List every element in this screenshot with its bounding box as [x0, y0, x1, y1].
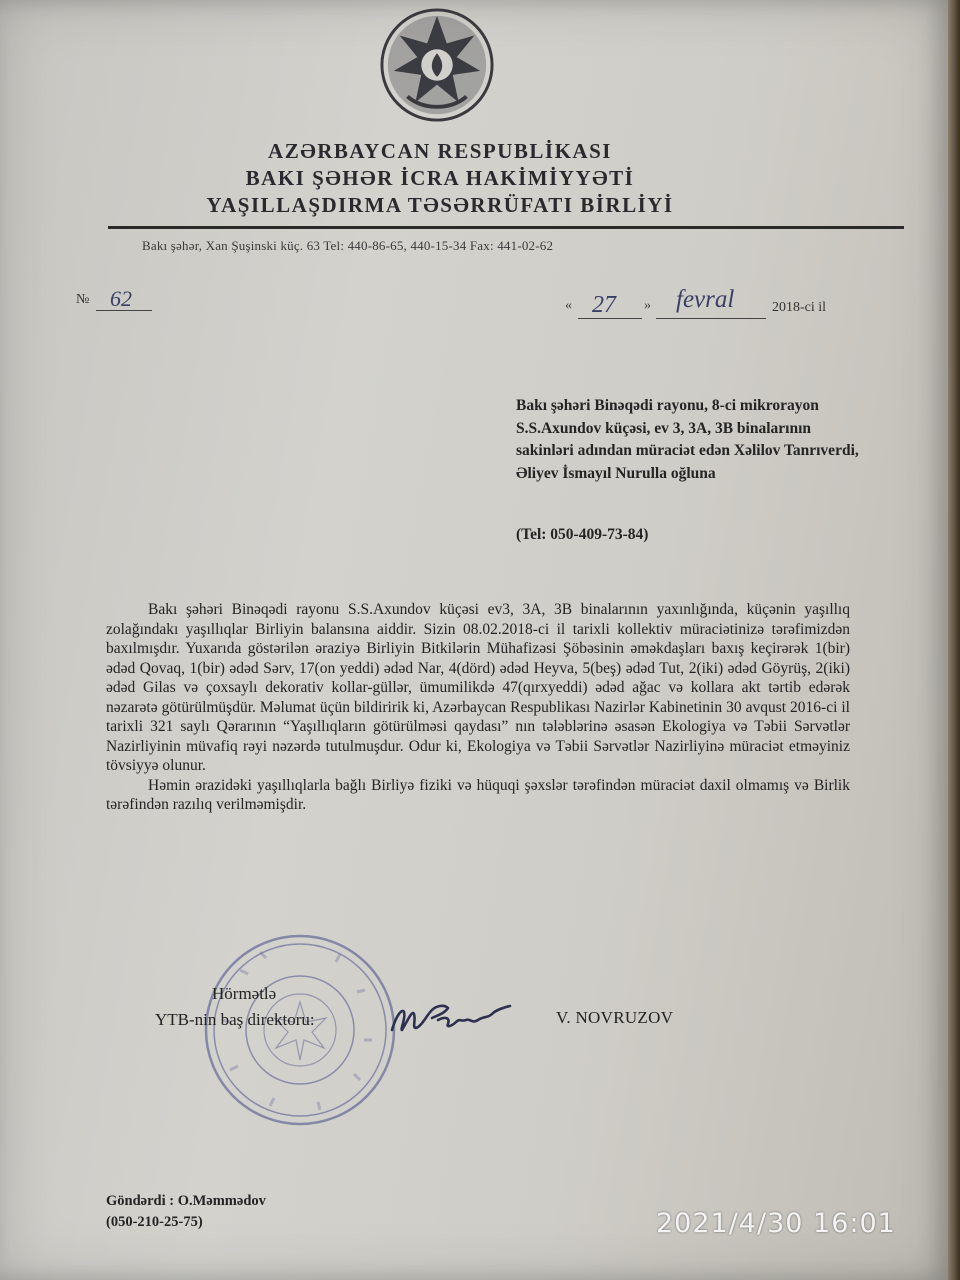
- sender-block: [106, 1191, 266, 1233]
- reference-number: 62: [110, 286, 132, 311]
- date-month-line: [656, 318, 766, 319]
- signatory-title: YTB-nin baş direktoru:: [155, 1010, 315, 1029]
- official-stamp-icon: [200, 930, 400, 1130]
- paper-edge-shadow: [948, 0, 960, 1280]
- handwritten-signature-icon: [386, 996, 516, 1042]
- state-emblem-icon: [378, 6, 496, 124]
- date-month: fevral: [676, 286, 735, 313]
- letterhead-organization: [200, 138, 680, 219]
- recipient-phone: (Tel: 050-409-73-84): [516, 526, 649, 543]
- signatory-name: V. NOVRUZOV: [556, 1008, 674, 1027]
- camera-timestamp: 2021/4/30 16:01: [656, 1208, 896, 1239]
- date-quote-close: »: [644, 298, 651, 313]
- date-quote-open: «: [565, 298, 572, 313]
- letter-body: [106, 600, 850, 815]
- letterhead-line-1: AZƏRBAYCAN RESPUBLİKASI: [268, 139, 612, 163]
- letterhead-line-3: YAŞILLAŞDIRMA TƏSƏRRÜFATI BİRLİYİ: [206, 193, 674, 217]
- letterhead-line-2: BAKI ŞƏHƏR İCRA HAKİMİYYƏTİ: [245, 166, 635, 190]
- sender-name: Göndərdi : O.Məmmədov: [106, 1193, 266, 1209]
- body-paragraph-2: Həmin ərazidəki yaşıllıqlarla bağlı Birliyə fiziki və hüquqi şəxslər tərəfindən müraciət daxil olmamış və Birlik tərəfindən razılıq verilməmişdir.: [106, 776, 850, 813]
- closing-regards: Hörmətlə: [212, 984, 277, 1003]
- body-paragraph-1: Bakı şəhəri Binəqədi rayonu S.S.Axundov küçəsi ev3, 3A, 3B binalarının yaxınlığında, küçənin yaşıllıq zolağındakı yaşıllıqlar Birliyin balansına aiddir. Sizin 08.02.2018-ci il tarixli kollektiv müraciətinizə tərəfimizdən baxılmışdır. Yuxarıda göstərilən əraziyə Birliyin Bitkilərin Mühafizəsi Şöbəsinin əməkdaşları baxış keçirərək 1(bir) ədəd Qovaq, 1(bir) ədəd Sərv, 17(on yeddi) ədəd Nar, 4(dörd) ədəd Heyva, 5(beş) ədəd Tut, 2(iki) ədəd Göyrüş, 2(iki) ədəd Gilas və çoxsaylı dekorativ kollar-güllər, ümumilikdə 47(qırxyeddi) ədəd ağac və kollara akt tərtib edərək nəzarətə götürülmüşdür. Məlumat üçün bildiririk ki, Azərbaycan Respublikası Nazirlər Kabinetinin 30 avqust 2016-ci il tarixli 321 saylı Qərarının “Yaşıllıqların götürülməsi qaydası” nın tələblərinə əsasən Ekologiya və Təbii Sərvətlər Nazirliyinin müvafiq rəyi nəzərdə tutulmuşdur. Odur ki, Ekologiya və Təbii Sərvətlər Nazirliyinə müraciət etməyiniz tövsiyyə olunur.: [106, 601, 850, 774]
- date-year: 2018-ci il: [772, 300, 827, 315]
- date-day: 27: [592, 292, 616, 318]
- reference-number-label: №: [76, 292, 90, 307]
- letterhead-address: Bakı şəhər, Xan Şuşinski küç. 63 Tel: 440-86-65, 440-15-34 Fax: 441-02-62: [142, 238, 554, 253]
- recipient-block: Bakı şəhəri Binəqədi rayonu, 8-ci mikrorayon S.S.Axundov küçəsi, ev 3, 3A, 3B binalarının sakinləri adından müraciət edən Xəlilov Tanrıverdi, Əliyev İsmayıl Nurulla oğluna: [516, 397, 859, 482]
- sender-phone: (050-210-25-75): [106, 1214, 203, 1230]
- letterhead-divider: [108, 226, 904, 229]
